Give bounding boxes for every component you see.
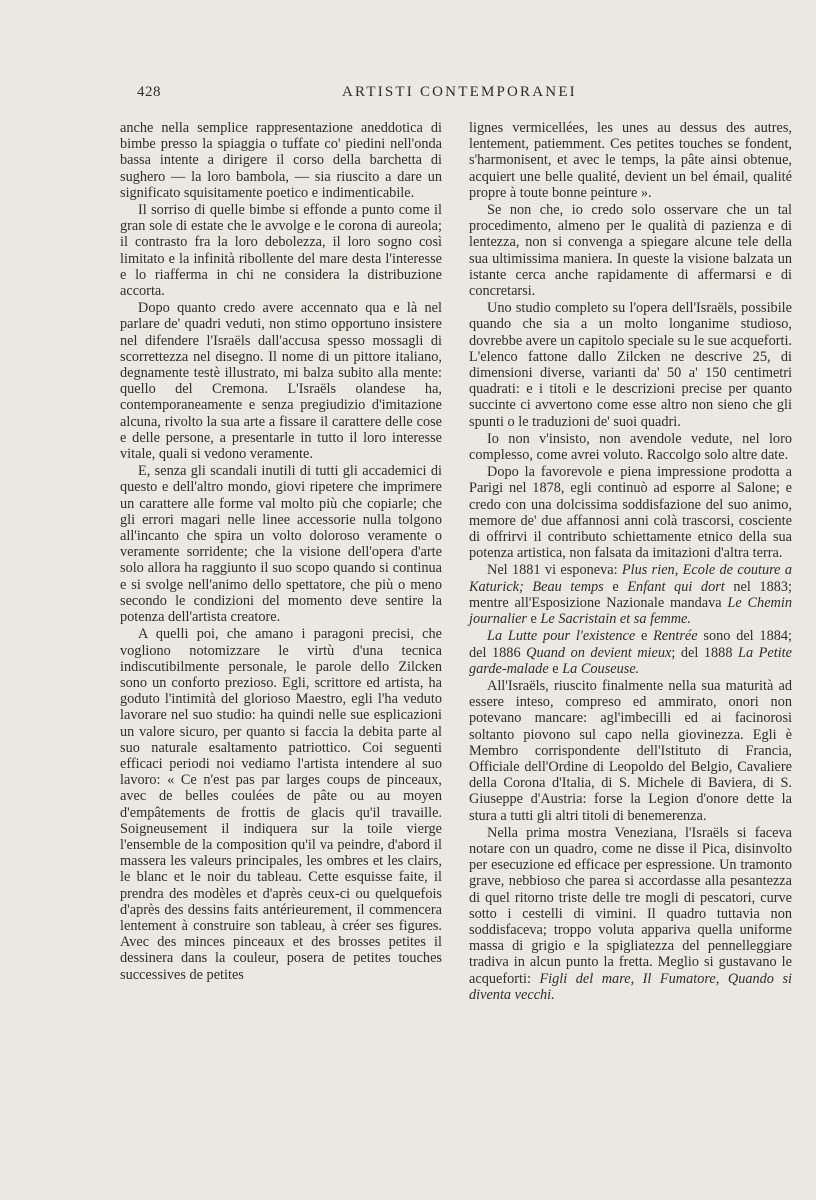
paragraph: lignes vermicellées, les unes au dessus des autres, lentement, patiemment. Ces petites touches se fondent, s'harmonisent, et avec le temps, la pâte ainsi obtenue, acquiert une belle qualité, devient un bel émail, qualité propre à toute bonne peinture ». xyxy=(469,120,792,201)
paragraph: Io non v'insisto, non avendole vedute, nel loro complesso, come avrei voluto. Raccolgo solo altre date. xyxy=(469,430,792,464)
text-run: e xyxy=(526,611,541,628)
artwork-title: Figli del mare, Il Fumatore, Quando si diventa vecchi. xyxy=(469,970,792,1003)
paragraph: Se non che, io credo solo osservare che un tal procedimento, almeno per le qualità di pazienza e di lentezza, non si convenga a spiegare alcune tele della sua ultimissima maniera. In queste la visione balzata un istante cerca anche rapidamente di affermarsi e di concretarsi. xyxy=(469,202,792,300)
paragraph: anche nella semplice rappresentazione aneddotica di bimbe presso la spiaggia o tuffate co' piedini nell'onda bassa intente a dirigere il corso della barchetta di sughero — la loro bambola, — sia riuscito a dare un significato squisitamente poetico e indimenticabile. xyxy=(120,120,442,201)
left-column xyxy=(120,120,442,983)
artwork-title: La Lutte pour l'existence xyxy=(487,628,636,645)
artwork-title: Rentrée xyxy=(653,628,698,645)
right-column xyxy=(469,120,792,1003)
paragraph: Uno studio completo su l'opera dell'Israëls, possibile quando che sia a un molto longanime studioso, dovrebbe avere un capitolo speciale su le sue acqueforti. L'elenco fattone dallo Zilcken ne descrive 25, di dimensioni diverse, varianti da' 50 a' 150 centimetri quadrati: e i titoli e le descrizioni precise per quanto succinte ci avvertono come esse altro non sieno che gli spunti o le traduzioni de' suoi quadri. xyxy=(469,300,792,430)
artwork-title: Enfant qui dort xyxy=(627,578,725,595)
artwork-title: La Couseuse. xyxy=(562,660,640,677)
text-run: Nel 1881 vi esponeva: xyxy=(487,562,622,579)
paragraph: Dopo la favorevole e piena impressione prodotta a Parigi nel 1878, egli continuò ad esporre al Salone; e credo con una dolcissima soddisfazione del suo animo, memore de' due affannosi anni colà trascorsi, cosciente di offrirvi il contributo schiettamente etnico della sua potenza artistica, non falsata da imitazioni d'altra terra. xyxy=(469,464,792,562)
paragraph: Il sorriso di quelle bimbe si effonde a punto come il gran sole di estate che le avvolge e le corona di aureola; il contrasto fra la loro debolezza, il loro sogno così limitato e la infinità ribollente del mare desta l'interesse e lo riafferma in chi ne considera la distribuzione accorta. xyxy=(120,202,442,300)
artwork-title: Le Sacristain et sa femme. xyxy=(540,611,691,628)
artwork-title: La Petite garde-malade xyxy=(469,644,792,677)
text-run: nel 1883; mentre all'Esposizione Nazionale mandava xyxy=(469,578,792,611)
text-run: e xyxy=(603,578,628,595)
text-run: e xyxy=(635,628,654,645)
text-run: ; del 1888 xyxy=(671,644,739,661)
text-run: Nella prima mostra Veneziana, l'Israëls si faceva notare con un quadro, come ne disse il Pica, disinvolto per esecuzione ed efficace per espressione. Un tramonto grave, nebbioso che parea si accordasse alla pesantezza di quel ritorno triste delle tre mogli di pescatori, curve sotto i cestelli di vimini. Il quadro tuttavia non soddisfaceva; troppo voluta appariva quella uniforme massa di grigio e la spigliatezza del pennelleggiare tradiva in alcun punto la fretta. Meglio si gustavano le acqueforti: xyxy=(469,824,792,987)
page-number: 428 xyxy=(137,84,161,100)
paragraph: Dopo quanto credo avere accennato qua e là nel parlare de' quadri veduti, non stimo opportuno insistere nel difendere l'Israëls dall'accusa spesso mossagli di scorrettezza nel disegno. Il nome di un pittore italiano, degnamente testè illustrato, mi balza subito alla mente: quello del Cremona. L'Israëls olandese ha, contemporaneamente e senza pregiudizio d'imitazione alcuna, rivolto la sua arte a fissare il carattere delle cose e delle persone, a presentarle in tutto il loro interesse vitale, quali si vedono veramente. xyxy=(120,300,442,463)
artwork-title: Le Chemin journalier xyxy=(469,594,792,628)
paragraph: E, senza gli scandali inutili di tutti gli accademici di questo e dell'altro mondo, giovi ripetere che imprimere un carattere alle forme val molto più che copiarle; che gli errori magari nelle linee accessorie nulla tolgono all'incanto che spira un volto doloroso veramente o veramente sorridente; che la visione dell'opera d'arte solo allora ha raggiunto il suo scopo quando si continua e si svolge nell'animo dello spettatore, che più o meno secondo le condizioni del momento deve sentire la potenza dell'artista creatore. xyxy=(120,463,442,626)
running-title: ARTISTI CONTEMPORANEI xyxy=(342,84,577,100)
paragraph xyxy=(469,825,792,1003)
page-header xyxy=(137,84,720,106)
exhibition-paragraph xyxy=(469,628,792,677)
paragraph: All'Israëls, riuscito finalmente nella sua maturità ad essere inteso, compreso ed ammirato, onori non potevano mancare: agl'imbecilli ed ai facinorosi soltanto piovono sul capo nella giovinezza. Egli è Membro corrispondente dell'Istituto di Francia, Officiale dell'Ordine di Leopoldo del Belgio, Cavaliere della Corona d'Italia, di S. Michele di Baviera, di S. Giuseppe d'Austria: forse la Legion d'onore dette la stura a tutti gli altri titoli di benemerenza. xyxy=(469,677,792,824)
exhibition-paragraph xyxy=(469,562,792,627)
paragraph: A quelli poi, che amano i paragoni precisi, che vogliono notomizzare le virtù d'una tecnica indiscutibilmente personale, le parole dello Zilcken sono un conforto prezioso. Egli, scrittore ed artista, ha goduto l'intimità del glorioso Maestro, egli l'ha veduto lavorare nel suo studio: ha quindi nelle sue esplicazioni un valore sicuro, per quanto si faccia la debita parte al suo naturale esaltamento patriottico. Coi seguenti efficaci periodi noi vediamo l'artista intendere al suo lavoro: « Ce n'est pas par larges coups de pinceaux, avec de belles coulées de pâte ou au moyen d'empâtements de frottis de glacis qu'il travaille. Soigneusement il indiquera sur la toile vierge l'ensemble de la composition qu'il va peindre, d'abord il massera les valeurs principales, les ombres et les clairs, le blanc et le noir du tableau. Cette esquisse faite, il prendra des modèles et d'après ceux-ci ou quelquefois d'après des dessins faits antérieurement, il commencera lentement à construire son tableau, à créer ses figures. Avec des minces pinceaux et des brosses petites il dessinera dans la couleur, posera de petites touches successives de petites xyxy=(120,626,442,983)
artwork-title: Plus rien, Ecole de couture a Katurick; Beau temps xyxy=(469,562,792,595)
text-run: sono del 1884; del 1886 xyxy=(469,628,792,661)
text-run: e xyxy=(548,660,563,677)
artwork-title: Quand on devient mieux xyxy=(526,644,672,661)
